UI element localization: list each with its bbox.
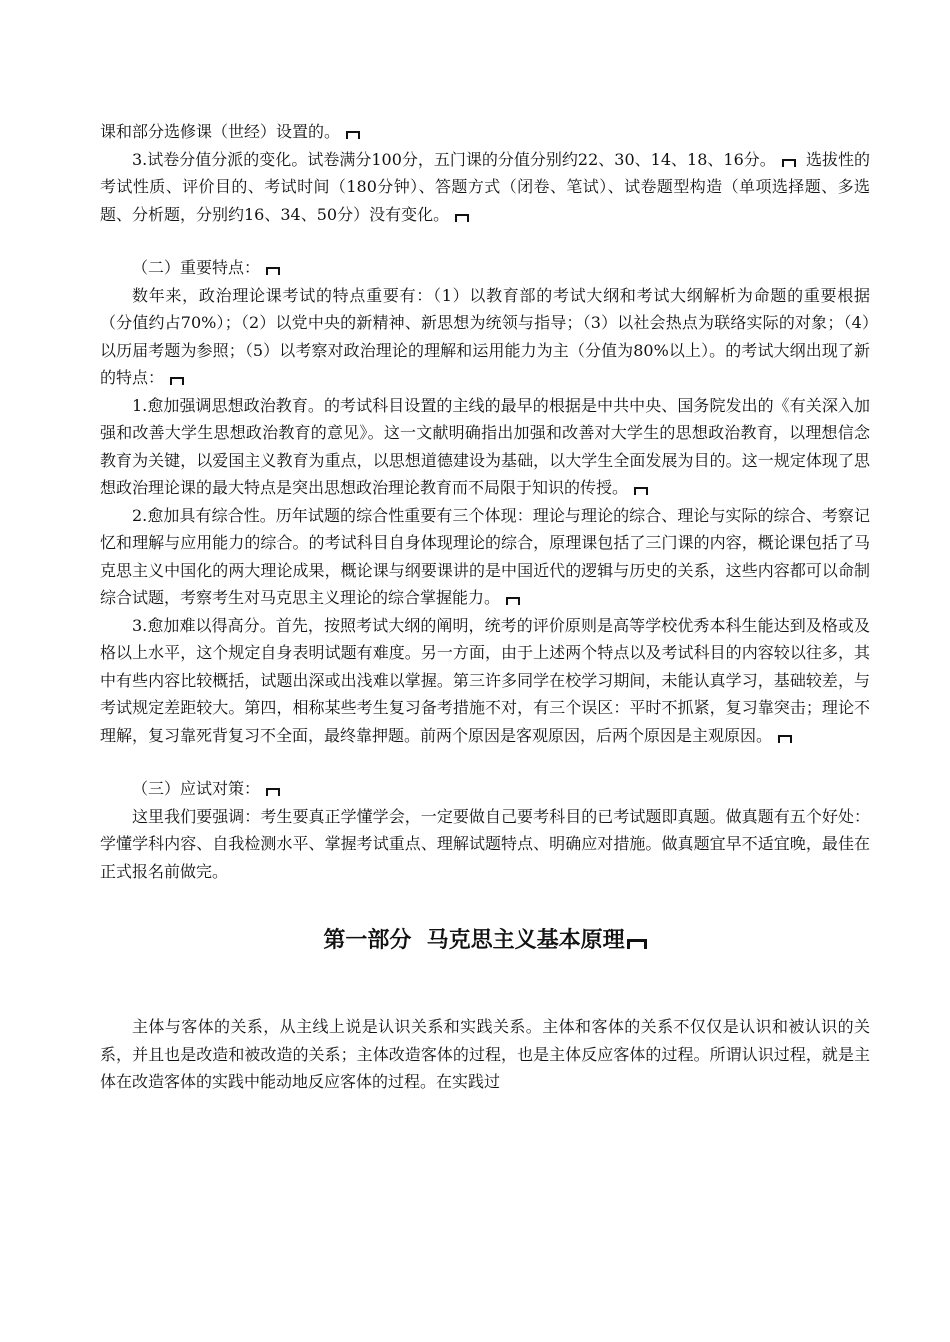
paragraph-mark-icon bbox=[782, 159, 796, 167]
section-heading-strategy bbox=[100, 775, 870, 803]
paragraph-text: 这里我们要强调：考生要真正学懂学会，一定要做自己要考科目的已考试题即真题。做真题有五个好处：学懂学科内容、自我检测水平、掌握考试重点、理解试题特点、明确应对措施。做真题宜早不适宜晚，最佳在正式报名前做完。 bbox=[100, 806, 870, 881]
paragraph-text: 主体与客体的关系，从主线上说是认识关系和实践关系。主体和客体的关系不仅仅是认识和被认识的关系，并且也是改造和被改造的关系；主体改造客体的过程，也是主体反应客体的过程。所谓认识过程，就是主体在改造客体的实践中能动地反应客体的过程。在实践过 bbox=[100, 1017, 870, 1091]
part-title bbox=[100, 925, 870, 955]
paragraph-mark-icon bbox=[455, 214, 469, 222]
paragraph-mark-icon bbox=[266, 267, 280, 275]
paragraph-mark-icon bbox=[778, 735, 792, 743]
paragraph-mark-icon bbox=[634, 487, 648, 495]
paragraph-feature-3 bbox=[100, 612, 870, 750]
paragraph-text: 3.试卷分值分派的变化。试卷满分100分，五门课的分值分别约22、30、14、18、16分。 bbox=[132, 149, 776, 169]
section-heading-text: （三）应试对策： bbox=[132, 779, 261, 798]
paragraph-mark-icon bbox=[266, 788, 280, 796]
paragraph-mark-icon bbox=[627, 939, 647, 949]
section-heading-features bbox=[100, 254, 870, 282]
paragraph-text: 数年来，政治理论课考试的特点重要有：（1）以教育部的考试大纲和考试大纲解析为命题的重要根据（分值约占70%）；（2）以党中央的新精神、新思想为统领与指导；（3）以社会热点为联络实际的对象；（4）以历届考题为参照；（5）以考察对政治理论的理解和运用能力为主（分值为80%以上）。的考试大纲出现了新的特点： bbox=[100, 285, 870, 387]
paragraph-text: 1.愈加强调思想政治教育。的考试科目设置的主线的最早的根据是中共中央、国务院发出的《有关深入加强和改善大学生思想政治教育的意见》。这一文献明确指出加强和改善对大学生的思想政治教育，以理想信念教育为关键，以爱国主义教育为重点，以思想道德建设为基础，以大学生全面发展为目的。这一规定体现了思想政治理论课的最大特点是突出思想政治理论教育而不局限于知识的传授。 bbox=[100, 395, 870, 497]
paragraph-course-setting bbox=[100, 118, 870, 146]
paragraph-score-distribution bbox=[100, 146, 870, 229]
paragraph-text: 3.愈加难以得高分。首先，按照考试大纲的阐明，统考的评价原则是高等学校优秀本科生能达到及格或及格以上水平，这个规定自身表明试题有难度。另一方面，由于上述两个特点以及考试科目的内容较以往多，其中有些内容比较概括，试题出深或出浅难以掌握。第三许多同学在校学习期间，未能认真学习，基础较差，与考试规定差距较大。第四，相称某些考生复习备考措施不对，有三个误区：平时不抓紧，复习靠突击；理论不理解，复习靠死背复习不全面，最终靠押题。前两个原因是客观原因，后两个原因是主观原因。 bbox=[100, 615, 870, 745]
paragraph-feature-2 bbox=[100, 502, 870, 612]
document-page bbox=[100, 118, 870, 1096]
paragraph-text: 选拔性的考试性质、评价目的、考试时间（180分钟）、答题方式（闭卷、笔试）、试卷题型构造（单项选择题、多选题、分析题，分别约16、34、50分）没有变化。 bbox=[100, 149, 870, 224]
paragraph-subject-object bbox=[100, 1013, 870, 1096]
paragraph-strategy bbox=[100, 803, 870, 886]
paragraph-mark-icon bbox=[346, 131, 360, 139]
paragraph-text: 2.愈加具有综合性。历年试题的综合性重要有三个体现：理论与理论的综合、理论与实际的综合、考察记忆和理解与应用能力的综合。的考试科目自身体现理论的综合，原理课包括了三门课的内容，概论课包括了马克思主义中国化的两大理论成果，概论课与纲要课讲的是中国近代的逻辑与历史的关系，这些内容都可以命制综合试题，考察考生对马克思主义理论的综合掌握能力。 bbox=[100, 505, 870, 607]
paragraph-mark-icon bbox=[506, 597, 520, 605]
paragraph-features-overview bbox=[100, 282, 870, 392]
section-heading-text: （二）重要特点： bbox=[132, 258, 261, 277]
paragraph-mark-icon bbox=[170, 377, 184, 385]
part-title-text: 第一部分 马克思主义基本原理 bbox=[323, 927, 625, 953]
paragraph-feature-1 bbox=[100, 392, 870, 502]
paragraph-text: 课和部分选修课（世经）设置的。 bbox=[100, 122, 341, 141]
